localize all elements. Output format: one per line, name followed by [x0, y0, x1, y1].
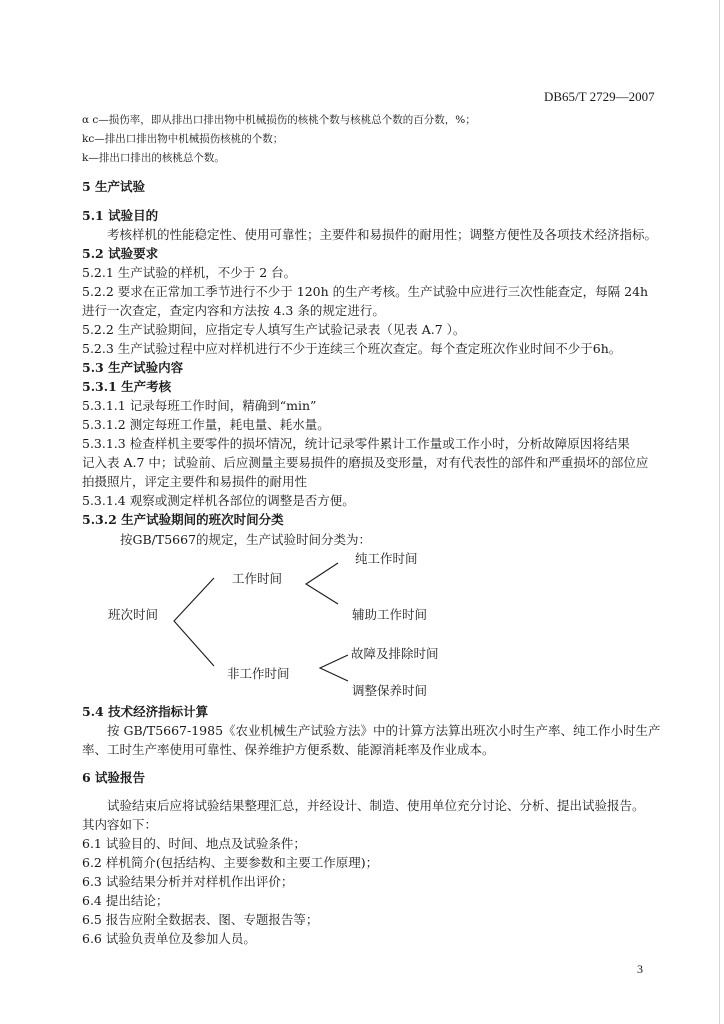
section-5-4-text-line1: 按 GB/T5667-1985《农业机械生产试验方法》中的计算方法算出班次小时生产率、纯工作小时生产 — [107, 723, 661, 738]
section-5-1-heading: 5.1 试验目的 — [82, 208, 159, 223]
section-5-3-1-2: 5.3.1.2 测定每班工作量，耗电量、耗水量。 — [82, 417, 330, 432]
section-5-3-1-1: 5.3.1.1 记录每班工作时间，精确到“min” — [82, 398, 317, 413]
section-6-6: 6.6 试验负责单位及参加人员。 — [82, 931, 256, 946]
section-6-4: 6.4 提出结论； — [82, 893, 169, 908]
section-5-3-1-heading: 5.3.1 生产考核 — [82, 379, 172, 394]
section-6-heading: 6 试验报告 — [82, 770, 146, 785]
section-5-3-2-heading: 5.3.2 生产试验期间的班次时间分类 — [82, 512, 284, 527]
diagram-work-label: 工作时间 — [232, 571, 283, 586]
section-5-3-1-3-line3: 拍摄照片，评定主要件和易损件的耐用性 — [82, 474, 308, 489]
section-5-3-1-3-line2: 记入表 A.7 中；试验前、后应测量主要易损件的磨损及变形量，对有代表性的部件和严重损坏的部位应 — [82, 455, 649, 470]
page-number: 3 — [637, 962, 643, 976]
definition-ac: α c—损伤率，即从排出口排出物中机械损伤的核桃个数与核桃总个数的百分数，%； — [82, 114, 476, 126]
section-6-5: 6.5 报告应附全数据表、图、专题报告等； — [82, 912, 319, 927]
diagram-maint-label: 调整保养时间 — [352, 683, 428, 698]
section-5-3-2-text: 按GB/T5667的规定，生产试验时间分类为： — [120, 532, 372, 547]
section-5-3-1-3-line1: 5.3.1.3 检查样机主要零件的损坏情况，统计记录零件累计工作量或工作小时，分析故障原因将结果 — [82, 436, 630, 451]
definition-kc: kc—排出口排出物中机械损伤核桃的个数； — [82, 133, 284, 145]
section-5-2-3: 5.2.3 生产试验过程中应对样机进行不少于连续三个班次查定。每个查定班次作业时间不少于6h。 — [82, 341, 622, 356]
section-5-3-heading: 5.3 生产试验内容 — [82, 360, 184, 375]
section-5-heading: 5 生产试验 — [82, 179, 146, 194]
brace-work — [306, 563, 338, 604]
section-5-2-heading: 5.2 试验要求 — [82, 246, 159, 261]
section-5-2-2-record: 5.2.2 生产试验期间，应指定专人填写生产试验记录表（见表 A.7 ）。 — [82, 322, 466, 337]
section-5-2-2-line1: 5.2.2 要求在正常加工季节进行不少于 120h 的生产考核。生产试验中应进行三次性能查定，每隔 24h — [82, 284, 649, 299]
diagram-fault-label: 故障及排除时间 — [351, 646, 439, 661]
section-5-2-2-line2: 进行一次查定，查定内容和方法按 4.3 条的规定进行。 — [82, 303, 385, 318]
section-6-2: 6.2 样机简介(包括结构、主要参数和主要工作原理)； — [82, 855, 379, 870]
section-5-2-1: 5.2.1 生产试验的样机，不少于 2 台。 — [82, 265, 297, 280]
brace-nonwork — [320, 655, 348, 681]
section-5-4-heading: 5.4 技术经济指标计算 — [82, 704, 209, 719]
section-5-3-1-4: 5.3.1.4 观察或测定样机各部位的调整是否方便。 — [82, 493, 355, 508]
section-5-1-text: 考核样机的性能稳定性、使用可靠性；主要件和易损件的耐用性；调整方便性及各项技术经济指标。 — [107, 227, 658, 242]
section-5-4-text-line2: 率、工时生产率使用可靠性、保养维护方便系数、能源消耗率及作业成本。 — [82, 742, 495, 757]
diagram-nonwork-label: 非工作时间 — [227, 666, 290, 681]
section-6-text-line1: 试验结束后应将试验结果整理汇总，并经设计、制造、使用单位充分讨论、分析、提出试验报告。 — [107, 798, 645, 813]
section-6-text-line2: 其内容如下： — [82, 817, 158, 832]
brace-root — [174, 578, 214, 666]
diagram-root-label: 班次时间 — [108, 607, 159, 622]
document-code: DB65/T 2729—2007 — [544, 89, 655, 104]
diagram-pure-work-label: 纯工作时间 — [355, 551, 418, 566]
section-6-1: 6.1 试验目的、时间、地点及试验条件； — [82, 836, 306, 851]
diagram-aux-work-label: 辅助工作时间 — [352, 607, 428, 622]
section-6-3: 6.3 试验结果分析并对样机作出评价； — [82, 874, 294, 889]
definition-k: k—排出口排出的核桃总个数。 — [82, 152, 225, 164]
